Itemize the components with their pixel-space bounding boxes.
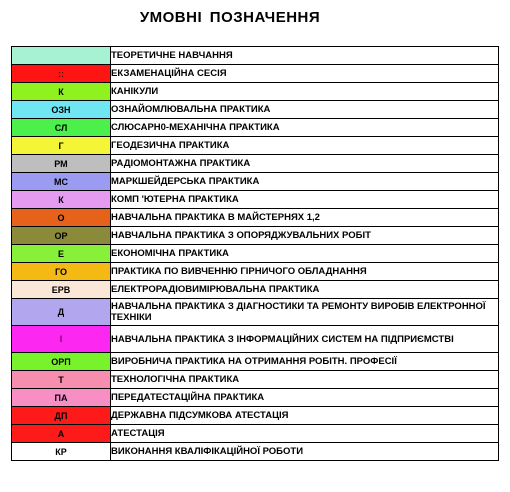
legend-label: СЛЮСАРН0-МЕХАНІЧНА ПРАКТИКА — [111, 119, 499, 137]
legend-label: МАРКШЕЙДЕРСЬКА ПРАКТИКА — [111, 173, 499, 191]
legend-label: ЕКЗАМЕНАЦІЙНА СЕСІЯ — [111, 65, 499, 83]
legend-swatch: К — [12, 191, 111, 209]
legend-label: ТЕОРЕТИЧНЕ НАВЧАННЯ — [111, 47, 499, 65]
legend-label: КОМП 'ЮТЕРНА ПРАКТИКА — [111, 191, 499, 209]
legend-row — [12, 209, 499, 227]
legend-row — [12, 443, 499, 461]
legend-row — [12, 245, 499, 263]
legend-row — [12, 326, 499, 353]
legend-swatch: Е — [12, 245, 111, 263]
legend-swatch: ПА — [12, 389, 111, 407]
legend-row — [12, 353, 499, 371]
legend-label: НАВЧАЛЬНА ПРАКТИКА З ОПОРЯДЖУВАЛЬНИХ РОБІТ — [111, 227, 499, 245]
legend-row — [12, 281, 499, 299]
legend-row — [12, 227, 499, 245]
legend-label: КАНІКУЛИ — [111, 83, 499, 101]
legend-label: НАВЧАЛЬНА ПРАКТИКА З ІНФОРМАЦІЙНИХ СИСТЕМ НА ПІДПРИЄМСТВІ — [111, 326, 499, 353]
legend-label: НАВЧАЛЬНА ПРАКТИКА В МАЙСТЕРНЯХ 1,2 — [111, 209, 499, 227]
legend-swatch: ДП — [12, 407, 111, 425]
legend-label: ОЗНАЙОМЛЮВАЛЬНА ПРАКТИКА — [111, 101, 499, 119]
legend-row — [12, 119, 499, 137]
legend-row — [12, 47, 499, 65]
legend-swatch: МС — [12, 173, 111, 191]
legend-swatch: О — [12, 209, 111, 227]
legend-label: ДЕРЖАВНА ПІДСУМКОВА АТЕСТАЦІЯ — [111, 407, 499, 425]
legend-row — [12, 65, 499, 83]
legend-label: ПЕРЕДАТЕСТАЦІЙНА ПРАКТИКА — [111, 389, 499, 407]
legend-label: АТЕСТАЦІЯ — [111, 425, 499, 443]
legend-swatch: КР — [12, 443, 111, 461]
legend-label: ВИРОБНИЧА ПРАКТИКА НА ОТРИМАННЯ РОБІТН. ПРОФЕСІЇ — [111, 353, 499, 371]
legend-swatch: :: — [12, 65, 111, 83]
legend-row — [12, 425, 499, 443]
legend-swatch: ЕРВ — [12, 281, 111, 299]
legend-swatch: І — [12, 326, 111, 353]
legend-swatch: Г — [12, 137, 111, 155]
legend-swatch: Т — [12, 371, 111, 389]
legend-swatch: РМ — [12, 155, 111, 173]
legend-row — [12, 371, 499, 389]
legend-body — [12, 47, 499, 461]
legend-row — [12, 155, 499, 173]
legend-row — [12, 137, 499, 155]
legend-row — [12, 191, 499, 209]
legend-label: НАВЧАЛЬНА ПРАКТИКА З ДІАГНОСТИКИ ТА РЕМОНТУ ВИРОБІВ ЕЛЕКТРОННОЇ ТЕХНІКИ — [111, 299, 499, 326]
legend-swatch: ОЗН — [12, 101, 111, 119]
legend-label: ЕКОНОМІЧНА ПРАКТИКА — [111, 245, 499, 263]
legend-swatch: СЛ — [12, 119, 111, 137]
legend-swatch: ГО — [12, 263, 111, 281]
legend-swatch: К — [12, 83, 111, 101]
legend-row — [12, 101, 499, 119]
legend-row — [12, 83, 499, 101]
page-title: УМОВНІ ПОЗНАЧЕННЯ — [139, 9, 321, 26]
legend-row — [12, 263, 499, 281]
legend-row — [12, 389, 499, 407]
legend-label: ЕЛЕКТРОРАДІОВИМІРЮВАЛЬНА ПРАКТИКА — [111, 281, 499, 299]
legend-label: ГЕОДЕЗИЧНА ПРАКТИКА — [111, 137, 499, 155]
legend-label: ПРАКТИКА ПО ВИВЧЕННЮ ГІРНИЧОГО ОБЛАДНАННЯ — [111, 263, 499, 281]
legend-row — [12, 173, 499, 191]
legend-label: РАДІОМОНТАЖНА ПРАКТИКА — [111, 155, 499, 173]
legend-row — [12, 407, 499, 425]
legend-swatch: ОР — [12, 227, 111, 245]
legend-row — [12, 299, 499, 326]
legend-swatch: А — [12, 425, 111, 443]
legend-swatch — [12, 47, 111, 65]
legend-table — [11, 46, 499, 461]
legend-label: ТЕХНОЛОГІЧНА ПРАКТИКА — [111, 371, 499, 389]
legend-label: ВИКОНАННЯ КВАЛІФІКАЦІЙНОЇ РОБОТИ — [111, 443, 499, 461]
legend-swatch: Д — [12, 299, 111, 326]
legend-swatch: ОРП — [12, 353, 111, 371]
